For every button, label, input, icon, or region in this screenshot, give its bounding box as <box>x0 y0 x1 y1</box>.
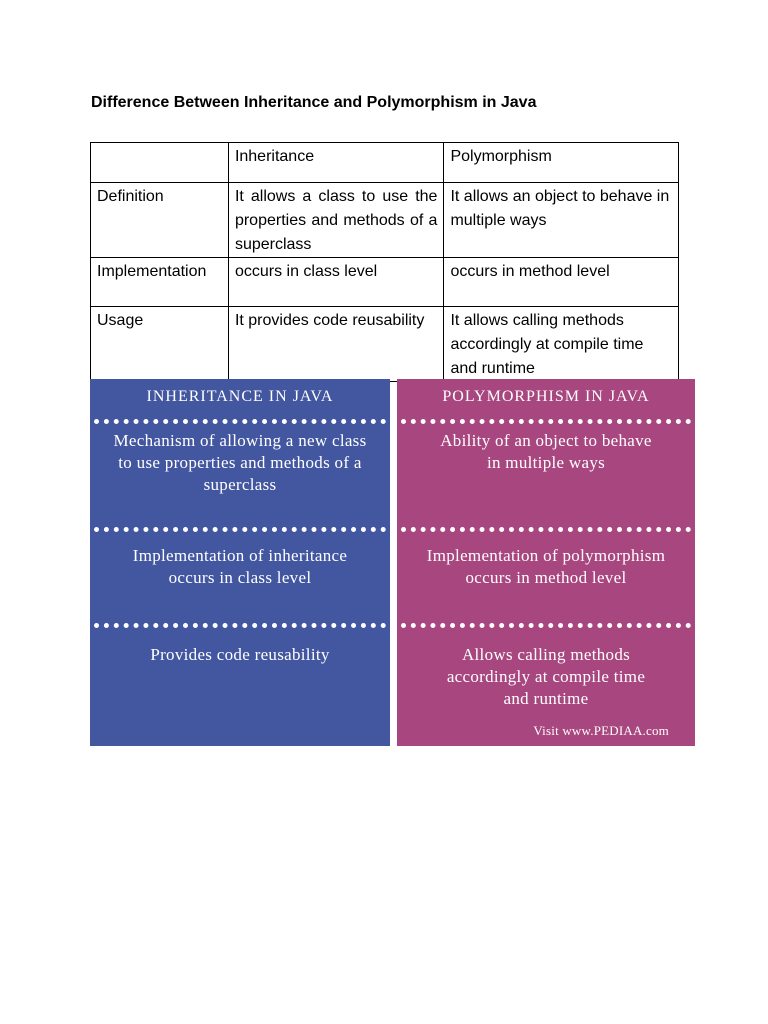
polymorphism-cell: It allows an object to behave in multiple ways <box>444 183 679 258</box>
divider <box>401 527 691 532</box>
row-label: Implementation <box>91 258 229 307</box>
table-row-implementation <box>91 258 679 307</box>
inheritance-cell: occurs in class level <box>228 258 444 307</box>
table-row-usage <box>91 307 679 382</box>
divider <box>94 527 386 532</box>
inheritance-cell: It provides code reusability <box>228 307 444 382</box>
table-header-row <box>91 143 679 183</box>
divider <box>94 419 386 424</box>
polymorphism-cell: occurs in method level <box>444 258 679 307</box>
row-label: Usage <box>91 307 229 382</box>
table-header-cell-empty <box>91 143 229 183</box>
comparison-table <box>90 142 679 382</box>
table-row-definition <box>91 183 679 258</box>
inheritance-panel <box>90 379 390 746</box>
polymorphism-cell: It allows calling methods accordingly at compile time and runtime <box>444 307 679 382</box>
inheritance-implementation: Implementation of inheritance occurs in class level <box>132 546 348 587</box>
document-title: Difference Between Inheritance and Polymorphism in Java <box>91 94 537 111</box>
polymorphism-implementation: Implementation of polymorphism occurs in method level <box>426 546 666 587</box>
polymorphism-heading: POLYMORPHISM IN JAVA <box>442 388 650 405</box>
inheritance-heading: INHERITANCE IN JAVA <box>146 388 334 405</box>
divider <box>94 623 386 628</box>
inheritance-definition: Mechanism of allowing a new class to use properties and methods of a superclass <box>113 431 367 494</box>
source-credit: Visit www.PEDIAA.com <box>533 723 669 738</box>
divider <box>401 419 691 424</box>
table-header-inheritance: Inheritance <box>228 143 444 183</box>
divider <box>401 623 691 628</box>
polymorphism-definition: Ability of an object to behave in multiple ways <box>440 431 652 472</box>
table-header-polymorphism: Polymorphism <box>444 143 679 183</box>
inheritance-cell: It allows a class to use the properties and methods of a superclass <box>228 183 444 258</box>
row-label: Definition <box>91 183 229 258</box>
inheritance-usage: Provides code reusability <box>150 645 330 664</box>
polymorphism-panel <box>397 379 695 746</box>
polymorphism-usage: Allows calling methods accordingly at compile time and runtime <box>446 645 646 708</box>
comparison-infographic <box>90 379 695 746</box>
